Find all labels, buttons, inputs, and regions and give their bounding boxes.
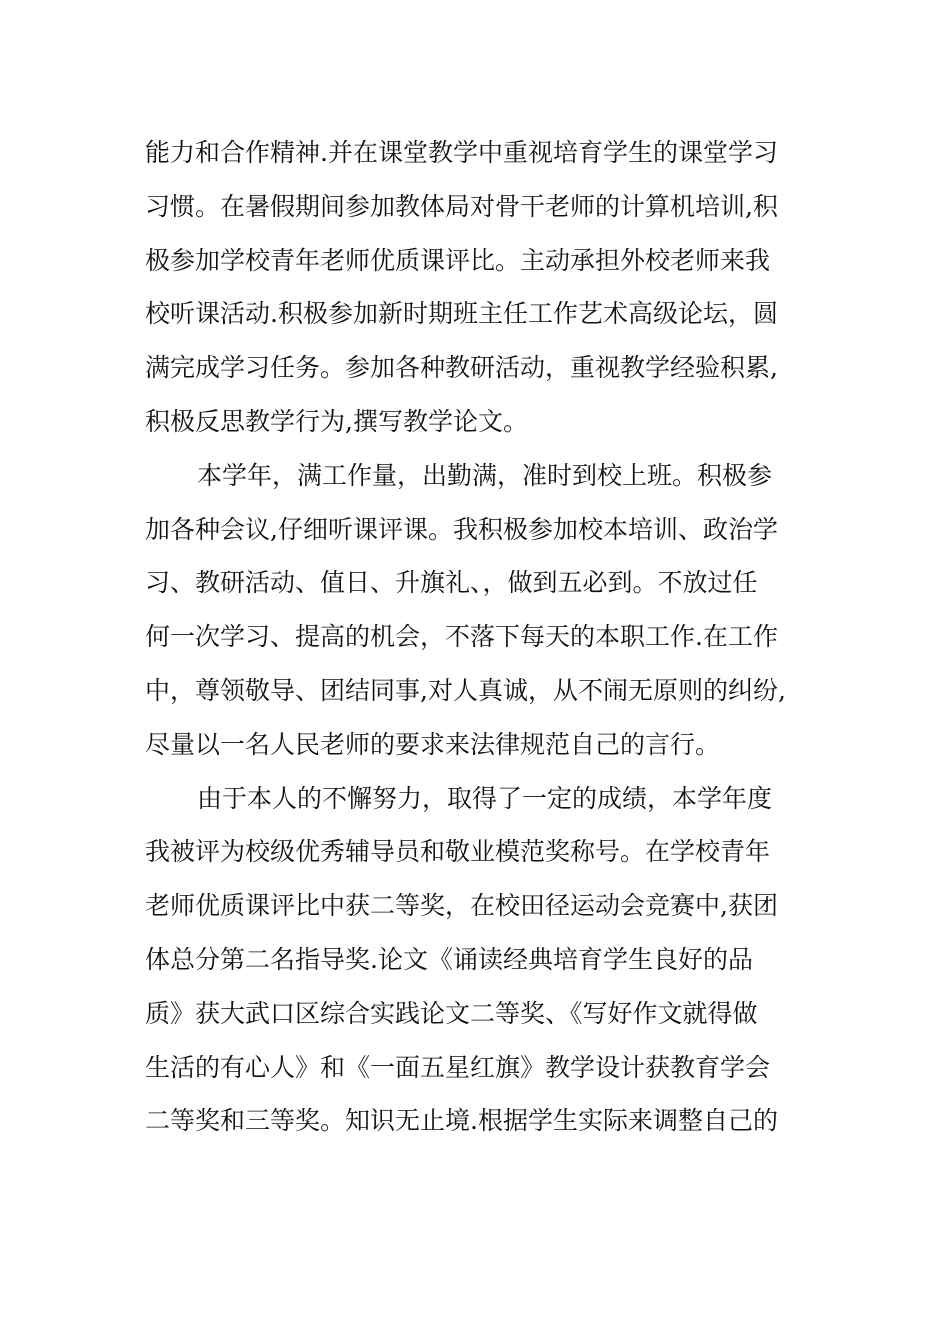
body-text <box>145 126 815 1148</box>
text-line: 生活的有心人》和《一面五星红旗》教学设计获教育学会 <box>145 1052 771 1082</box>
text-line: 二等奖和三等奖。知识无止境.根据学生实际来调整自己的 <box>145 1106 778 1136</box>
paragraph-first-line: 由于本人的不懈努力，取得了一定的成绩，本学年度 <box>197 783 773 813</box>
text-line: 何一次学习、提高的机会，不落下每天的本职工作.在工作 <box>145 622 778 652</box>
text-line: 校听课活动.积极参加新时期班主任工作艺术高级论坛，圆 <box>145 299 778 329</box>
text-line: 积极反思教学行为,撰写教学论文。 <box>145 406 528 436</box>
paragraph-first-line: 本学年，满工作量，出勤满，准时到校上班。积极参 <box>197 460 773 490</box>
text-line: 尽量以一名人民老师的要求来法律规范自己的言行。 <box>145 729 721 759</box>
text-line: 质》获大武口区综合实践论文二等奖、《写好作文就得做 <box>145 998 758 1028</box>
text-line: 我被评为校级优秀辅导员和敬业模范奖称号。在学校青年 <box>145 837 771 867</box>
text-line: 习惯。在暑假期间参加教体局对骨干老师的计算机培训,积 <box>145 191 778 221</box>
text-line: 加各种会议,仔细听课评课。我积极参加校本培训、政治学 <box>145 514 778 544</box>
text-line: 习、教研活动、值日、升旗礼、，做到五必到。不放过任 <box>145 568 758 598</box>
text-line: 中，尊领敬导、团结同事,对人真诚，从不闹无原则的纠纷, <box>145 675 786 705</box>
text-line: 满完成学习任务。参加各种教研活动，重视教学经验积累, <box>145 353 778 383</box>
text-line: 能力和合作精神.并在课堂教学中重视培育学生的课堂学习 <box>145 138 778 167</box>
text-line: 老师优质课评比中获二等奖，在校田径运动会竞赛中,获团 <box>145 891 778 921</box>
text-line: 体总分第二名指导奖.论文《诵读经典培育学生良好的品 <box>145 944 753 974</box>
text-line: 极参加学校青年老师优质课评比。主动承担外校老师来我 <box>145 245 771 275</box>
